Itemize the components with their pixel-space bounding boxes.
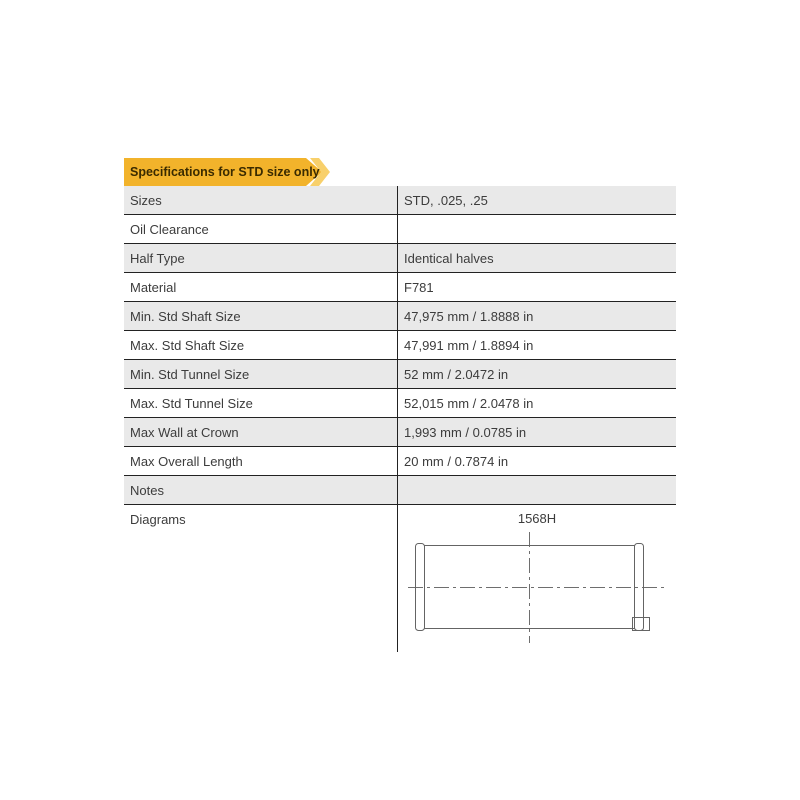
spec-banner <box>124 158 676 186</box>
spec-row-label: Min. Std Shaft Size <box>124 302 398 330</box>
diagrams-row <box>124 505 676 652</box>
spec-row-value: 47,991 mm / 1.8894 in <box>404 337 534 353</box>
spec-row-label: Max. Std Shaft Size <box>124 331 398 359</box>
bearing-shell-diagram <box>407 530 667 648</box>
spec-row <box>124 447 676 476</box>
spec-row-label: Sizes <box>124 186 398 214</box>
spec-row-label: Min. Std Tunnel Size <box>124 360 398 388</box>
spec-row-label: Oil Clearance <box>124 215 398 243</box>
spec-row-value: 47,975 mm / 1.8888 in <box>404 308 534 324</box>
spec-row <box>124 418 676 447</box>
spec-row-value: 1,993 mm / 0.0785 in <box>404 424 527 440</box>
spec-row-label: Max. Std Tunnel Size <box>124 389 398 417</box>
spec-row-value <box>398 215 676 243</box>
spec-row-value: Identical halves <box>404 250 494 266</box>
spec-banner-title: Specifications for STD size only <box>130 165 320 179</box>
diagram-id: 1568H <box>517 511 557 526</box>
spec-row <box>124 389 676 418</box>
spec-row <box>124 186 676 215</box>
spec-row-value: STD, .025, .25 <box>404 192 488 208</box>
spec-table <box>124 186 676 505</box>
spec-row <box>124 302 676 331</box>
spec-row-value: 52 mm / 2.0472 in <box>404 366 509 382</box>
spec-row-value: F781 <box>404 279 434 295</box>
spec-row <box>124 273 676 302</box>
spec-row-label: Max Wall at Crown <box>124 418 398 446</box>
specifications-section <box>124 158 676 652</box>
spec-row <box>124 215 676 244</box>
spec-row <box>124 476 676 505</box>
spec-row-label: Notes <box>124 476 398 504</box>
spec-row-label: Max Overall Length <box>124 447 398 475</box>
spec-row-value: 52,015 mm / 2.0478 in <box>404 395 534 411</box>
spec-row-label: Half Type <box>124 244 398 272</box>
spec-row-value: 20 mm / 0.7874 in <box>404 453 509 469</box>
spec-row-value <box>398 476 676 504</box>
spec-row-label: Material <box>124 273 398 301</box>
spec-row <box>124 331 676 360</box>
spec-row <box>124 244 676 273</box>
diagrams-row-label: Diagrams <box>124 505 398 652</box>
diagrams-row-value <box>398 505 676 652</box>
spec-row <box>124 360 676 389</box>
